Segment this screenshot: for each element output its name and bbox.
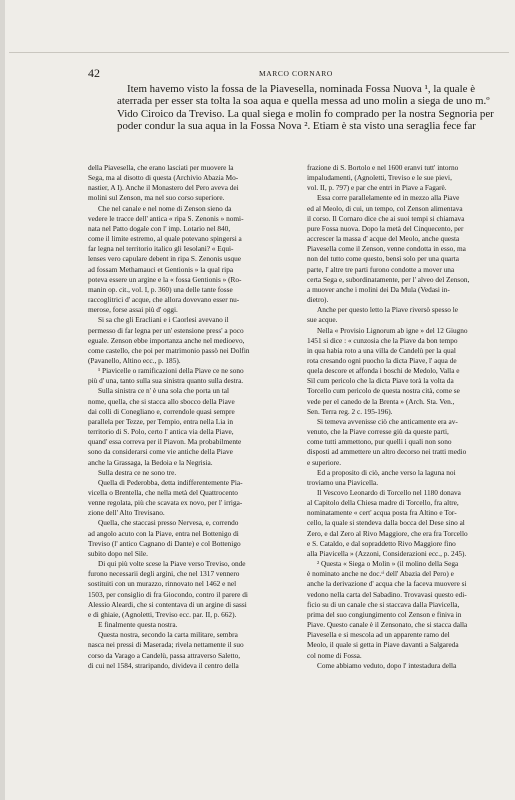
text-line: impaludamenti, (Agnoletti, Treviso e le sue pievi, bbox=[307, 173, 452, 183]
text-line: Torcello cum pericolo de questa nostra cità, come se bbox=[307, 386, 460, 396]
text-line: Sen. Terra reg. 2 c. 195-196). bbox=[307, 406, 393, 416]
text-line: nominatamente « cert' acqua posta fra Altino e Tor- bbox=[307, 508, 457, 518]
text-line: territorio di S. Polo, certo l' antica via della Piave, bbox=[88, 427, 234, 437]
text-line: di cui nel 1584, straripando, divideva il centro della bbox=[88, 660, 239, 670]
text-line: vedere le tracce dell' antica « ripa S. Zenonis » nomi- bbox=[88, 213, 244, 223]
text-line: frazione di S. Bortolo e nel 1600 eranvi tutt' intorno bbox=[307, 163, 459, 172]
text-line: 1503, per consiglio di fra Giocondo, contro il parere di bbox=[88, 589, 248, 599]
text-line: Zero, e dal Zero al Rivo Maggiore, che era fra Torcello bbox=[307, 528, 468, 538]
text-line: alla Piavicella » (Azzoni, Considerazioni ecc., p. 245). bbox=[307, 548, 467, 558]
text-line: e S. Cataldo, e dal sopraddetto Rivo Maggiore fino bbox=[307, 538, 456, 548]
text-line: in qua habia roto a una villa de Candelù per la qual bbox=[307, 345, 456, 355]
text-line: come tutti ammettono, pur quelli i quali non sono bbox=[307, 437, 452, 447]
text-line: disposti ad ammettere un altro decorso nei tratti medio bbox=[307, 447, 467, 457]
text-line: ad fossam Methamauci et Gentionis » la qual ripa bbox=[88, 264, 234, 274]
text-line: Nella « Provisio Lignorum ab igne » del 12 Giugno bbox=[317, 325, 468, 335]
text-line: quand' essa correva per il Piavon. Ma probabilmente bbox=[88, 437, 242, 447]
text-line: Piave. Questo canale è il Zensonato, che si stacca dalla bbox=[307, 620, 468, 630]
text-line: nasca nei pressi di Maserada; rivela nettamente il suo bbox=[88, 640, 244, 650]
text-line: raccoglitrici d' acque, che allora dovevano esser nu- bbox=[88, 295, 240, 305]
text-line: non del tutto come questo, bensì solo per una quarta bbox=[307, 254, 459, 264]
text-line: Si temeva avvenisse ciò che anticamente era av- bbox=[317, 416, 458, 426]
text-line: Vido Ciroico da Treviso. La qual siega e molin fo comprado per la nostra Segnoria per bbox=[117, 107, 494, 120]
text-line: Sulla destra ce ne sono tre. bbox=[98, 467, 177, 477]
text-line: anche la Grassaga, la Bedoia e la Negrisia. bbox=[88, 457, 213, 467]
text-line: molini sul Zenson, ma nel suo corso superiore. bbox=[88, 193, 225, 203]
text-line: Treviso (l' antico Cagnano di Dante) e col Bottenigo bbox=[88, 538, 241, 548]
text-line: Ed a proposito di ciò, anche verso la laguna noi bbox=[317, 467, 456, 477]
text-line: e superiore. bbox=[307, 457, 342, 467]
text-line: merose, forse assai più d' oggi. bbox=[88, 305, 178, 315]
running-title: MARCO CORNARO bbox=[259, 69, 333, 78]
text-line: Anche per questo letto la Piave riversò spesso le bbox=[317, 305, 459, 315]
text-line: dietro). bbox=[307, 295, 329, 305]
text-line: parallela per Tezze, per Tempio, entra nella Lia in bbox=[88, 416, 233, 426]
text-line: più d' una, tanto sulla sua sinistra quanto sulla destra. bbox=[88, 376, 244, 386]
text-line: troviamo una Piavicella. bbox=[307, 477, 379, 487]
text-line: (Pavanello, Altino ecc., p. 185). bbox=[88, 355, 181, 365]
text-line: Come abbiamo veduto, dopo l' intestadura della bbox=[317, 660, 457, 670]
text-line: E finalmente questa nostra. bbox=[98, 620, 178, 630]
text-line: poteva essere un argine e la « fossa Gentionis » (Ro- bbox=[88, 274, 242, 284]
text-line: Piavesella come il Zenson, venne condotta in esso, ma bbox=[307, 244, 466, 254]
text-line: manin op. cit., vol. I, p. 360) una delle tante fosse bbox=[88, 284, 233, 294]
text-line: come il limite estremo, al quale potevano spingersi a bbox=[88, 234, 242, 244]
text-line: pure Fossa nuova. Dopo la metà del Cinquecento, per bbox=[307, 223, 464, 233]
text-line: corso da Varago a Candelù, passa attraverso Saletto, bbox=[88, 650, 241, 660]
text-line: venne regolata, più che scavata ex novo, per l' irriga- bbox=[88, 498, 243, 508]
text-line: ¹ Piavicelle o ramificazioni della Piave ce ne sono bbox=[98, 366, 244, 376]
text-line: venuto, che la Piave corresse giù da queste parti, bbox=[307, 427, 449, 437]
text-line: il corso. Il Cornaro dice che ai suoi tempi si chiamava bbox=[307, 213, 465, 223]
text-line: dai colli di Conegliano e, correndole quasi sempre bbox=[88, 406, 235, 416]
text-line: col nome di Fossa. bbox=[307, 650, 362, 660]
text-line: al Capitolo della Chiesa madre di Torcello, fra altre, bbox=[307, 498, 459, 508]
scan-line bbox=[9, 52, 509, 53]
text-line: sono da considerarsi come vie antiche della Piave bbox=[88, 447, 233, 457]
text-line: Il Vescovo Leonardo di Torcello nel 1180 donava bbox=[317, 488, 461, 497]
text-line: Essa corre parallelamente ed in mezzo alla Piave bbox=[317, 193, 460, 203]
text-line: Sega, ma al disotto di questa (Archivio Abazia Mo- bbox=[88, 173, 239, 183]
text-line: è nominato anche ne doc.ᵗⁱ dell' Abazia del Pero) e bbox=[307, 569, 454, 579]
text-line: Questa nostra, secondo la carta militare, sembra bbox=[98, 630, 238, 640]
text-line: nastier, A I). Anche il Monastero del Pero aveva dei bbox=[88, 183, 239, 193]
text-line: eguale. Zenson ebbe importanza anche nel medioevo, bbox=[88, 335, 245, 345]
right-column bbox=[307, 163, 493, 671]
text-line: della Piavesella, che erano lasciati per muovere la bbox=[88, 163, 234, 172]
text-line: Di qui più volte scese la Piave verso Treviso, onde bbox=[98, 559, 246, 569]
text-line: vicella o Brentella, che nella metà del Quattrocento bbox=[88, 488, 238, 497]
text-line: Sil cum pericolo che la dicta Piave torà la volta da bbox=[307, 376, 454, 386]
text-line: Sulla sinistra ce n' è una sola che porta un tal bbox=[98, 386, 229, 396]
text-line: cello, la quale si stendeva dalla bocca del Dese sino al bbox=[307, 518, 465, 528]
text-line: certa Sega e, subordinatamente, per l' alveo del Zenson, bbox=[307, 274, 470, 284]
text-line: poder condur la sua aqua in la Fossa Nova ². Etiam è sta visto una seraglia fece far bbox=[117, 119, 476, 132]
text-line: ed al Meolo, di cui, un tempo, col Zenson alimentava bbox=[307, 203, 463, 213]
text-line: vedono nella carta del Sabadino. Trovavasi questo edi- bbox=[307, 589, 467, 599]
text-line: subito dopo nel Sile. bbox=[88, 548, 148, 558]
text-line: lenses vero capulare debent in ripa S. Zenonis usque bbox=[88, 254, 241, 264]
text-line: parte, l' altre tre parti furono condotte a mover una bbox=[307, 264, 455, 274]
text-line: sue acque. bbox=[307, 315, 338, 325]
text-line: vol. II, p. 797) e par che entri in Piave a Fagarè. bbox=[307, 183, 447, 193]
text-line: far legna nel territorio italico gli Iesolani? « Equi- bbox=[88, 244, 234, 254]
text-line: Alessio Aleardi, che si contentava di un argine di sassi bbox=[88, 599, 247, 609]
text-line: ² Questa « Siega o Molin » (il molino della Sega bbox=[317, 559, 459, 569]
text-line: Item havemo visto la fossa de la Piavesella, nominada Fossa Nuova ¹, la quale è bbox=[127, 83, 476, 95]
text-line: prima del suo congiungimento col Zenson e finiva in bbox=[307, 609, 462, 619]
text-line: aterrada per esser sta tolta la soa aqua e quella messa ad uno molin a siega de uno m.º bbox=[117, 95, 490, 108]
text-line: e di ghiaie, (Agnoletti, Treviso ecc. par. II, p. 662). bbox=[88, 609, 237, 619]
text-line: sostituiti con un murazzo, rinnovato nel 1462 e nel bbox=[88, 579, 237, 589]
text-line: permesso di far legna per un' estensione press' a poco bbox=[88, 325, 244, 335]
text-line: nata nel Patto dogale con l' imp. Lotario nel 840, bbox=[88, 223, 231, 233]
text-line: Meolo, il quale si getta in Piave davanti a Salgareda bbox=[307, 640, 459, 650]
text-line: ad angolo acuto con la Piave, entra nel Bottenigo di bbox=[88, 528, 239, 538]
text-line: rota cresando ogni puocho la dicta Piave, l' aqua de bbox=[307, 355, 457, 365]
text-line: quela descore et affonda i boschi de Medolo, Valla e bbox=[307, 366, 460, 376]
text-line: accrescer la massa d' acque del Meolo, anche questa bbox=[307, 234, 460, 244]
text-line: anche la derivazione d' acqua che la faceva muovere si bbox=[307, 579, 467, 589]
scan-edge bbox=[0, 0, 5, 800]
quoted-passage bbox=[117, 83, 497, 132]
text-line: 1451 si dice : « cunzosia che la Piave da bon tempo bbox=[307, 335, 458, 345]
text-line: Che nel canale e nel nome di Zenson sieno da bbox=[98, 203, 232, 213]
page-number: 42 bbox=[88, 66, 100, 80]
text-line: a muover anche i molini dei Da Mula (Vedasi in- bbox=[307, 284, 450, 294]
text-line: Si sa che gli Eracliani e i Caorlesi avevano il bbox=[98, 315, 229, 325]
text-line: nome, quella, che si stacca allo sbocco della Piave bbox=[88, 396, 235, 406]
text-line: Quella di Pederobba, detta indifferentemente Pia- bbox=[98, 477, 243, 487]
text-line: zione dell' Alto Trevisano. bbox=[88, 508, 165, 518]
text-line: Piavesella e si mescola ad un apparente ramo del bbox=[307, 630, 450, 640]
text-line: come castello, che poi per matrimonio passò nei Dolfin bbox=[88, 345, 250, 355]
text-line: furono necessarii degli argini, che nel 1317 vennero bbox=[88, 569, 240, 579]
text-line: ficio su di un canale che si staccava dalla Piavicella, bbox=[307, 599, 460, 609]
left-column bbox=[88, 163, 301, 671]
text-line: Quella, che staccasi presso Nervesa, e, correndo bbox=[98, 518, 239, 528]
text-line: vede per el canedo de la Brenta » (Arch. Sta. Ven., bbox=[307, 396, 455, 406]
